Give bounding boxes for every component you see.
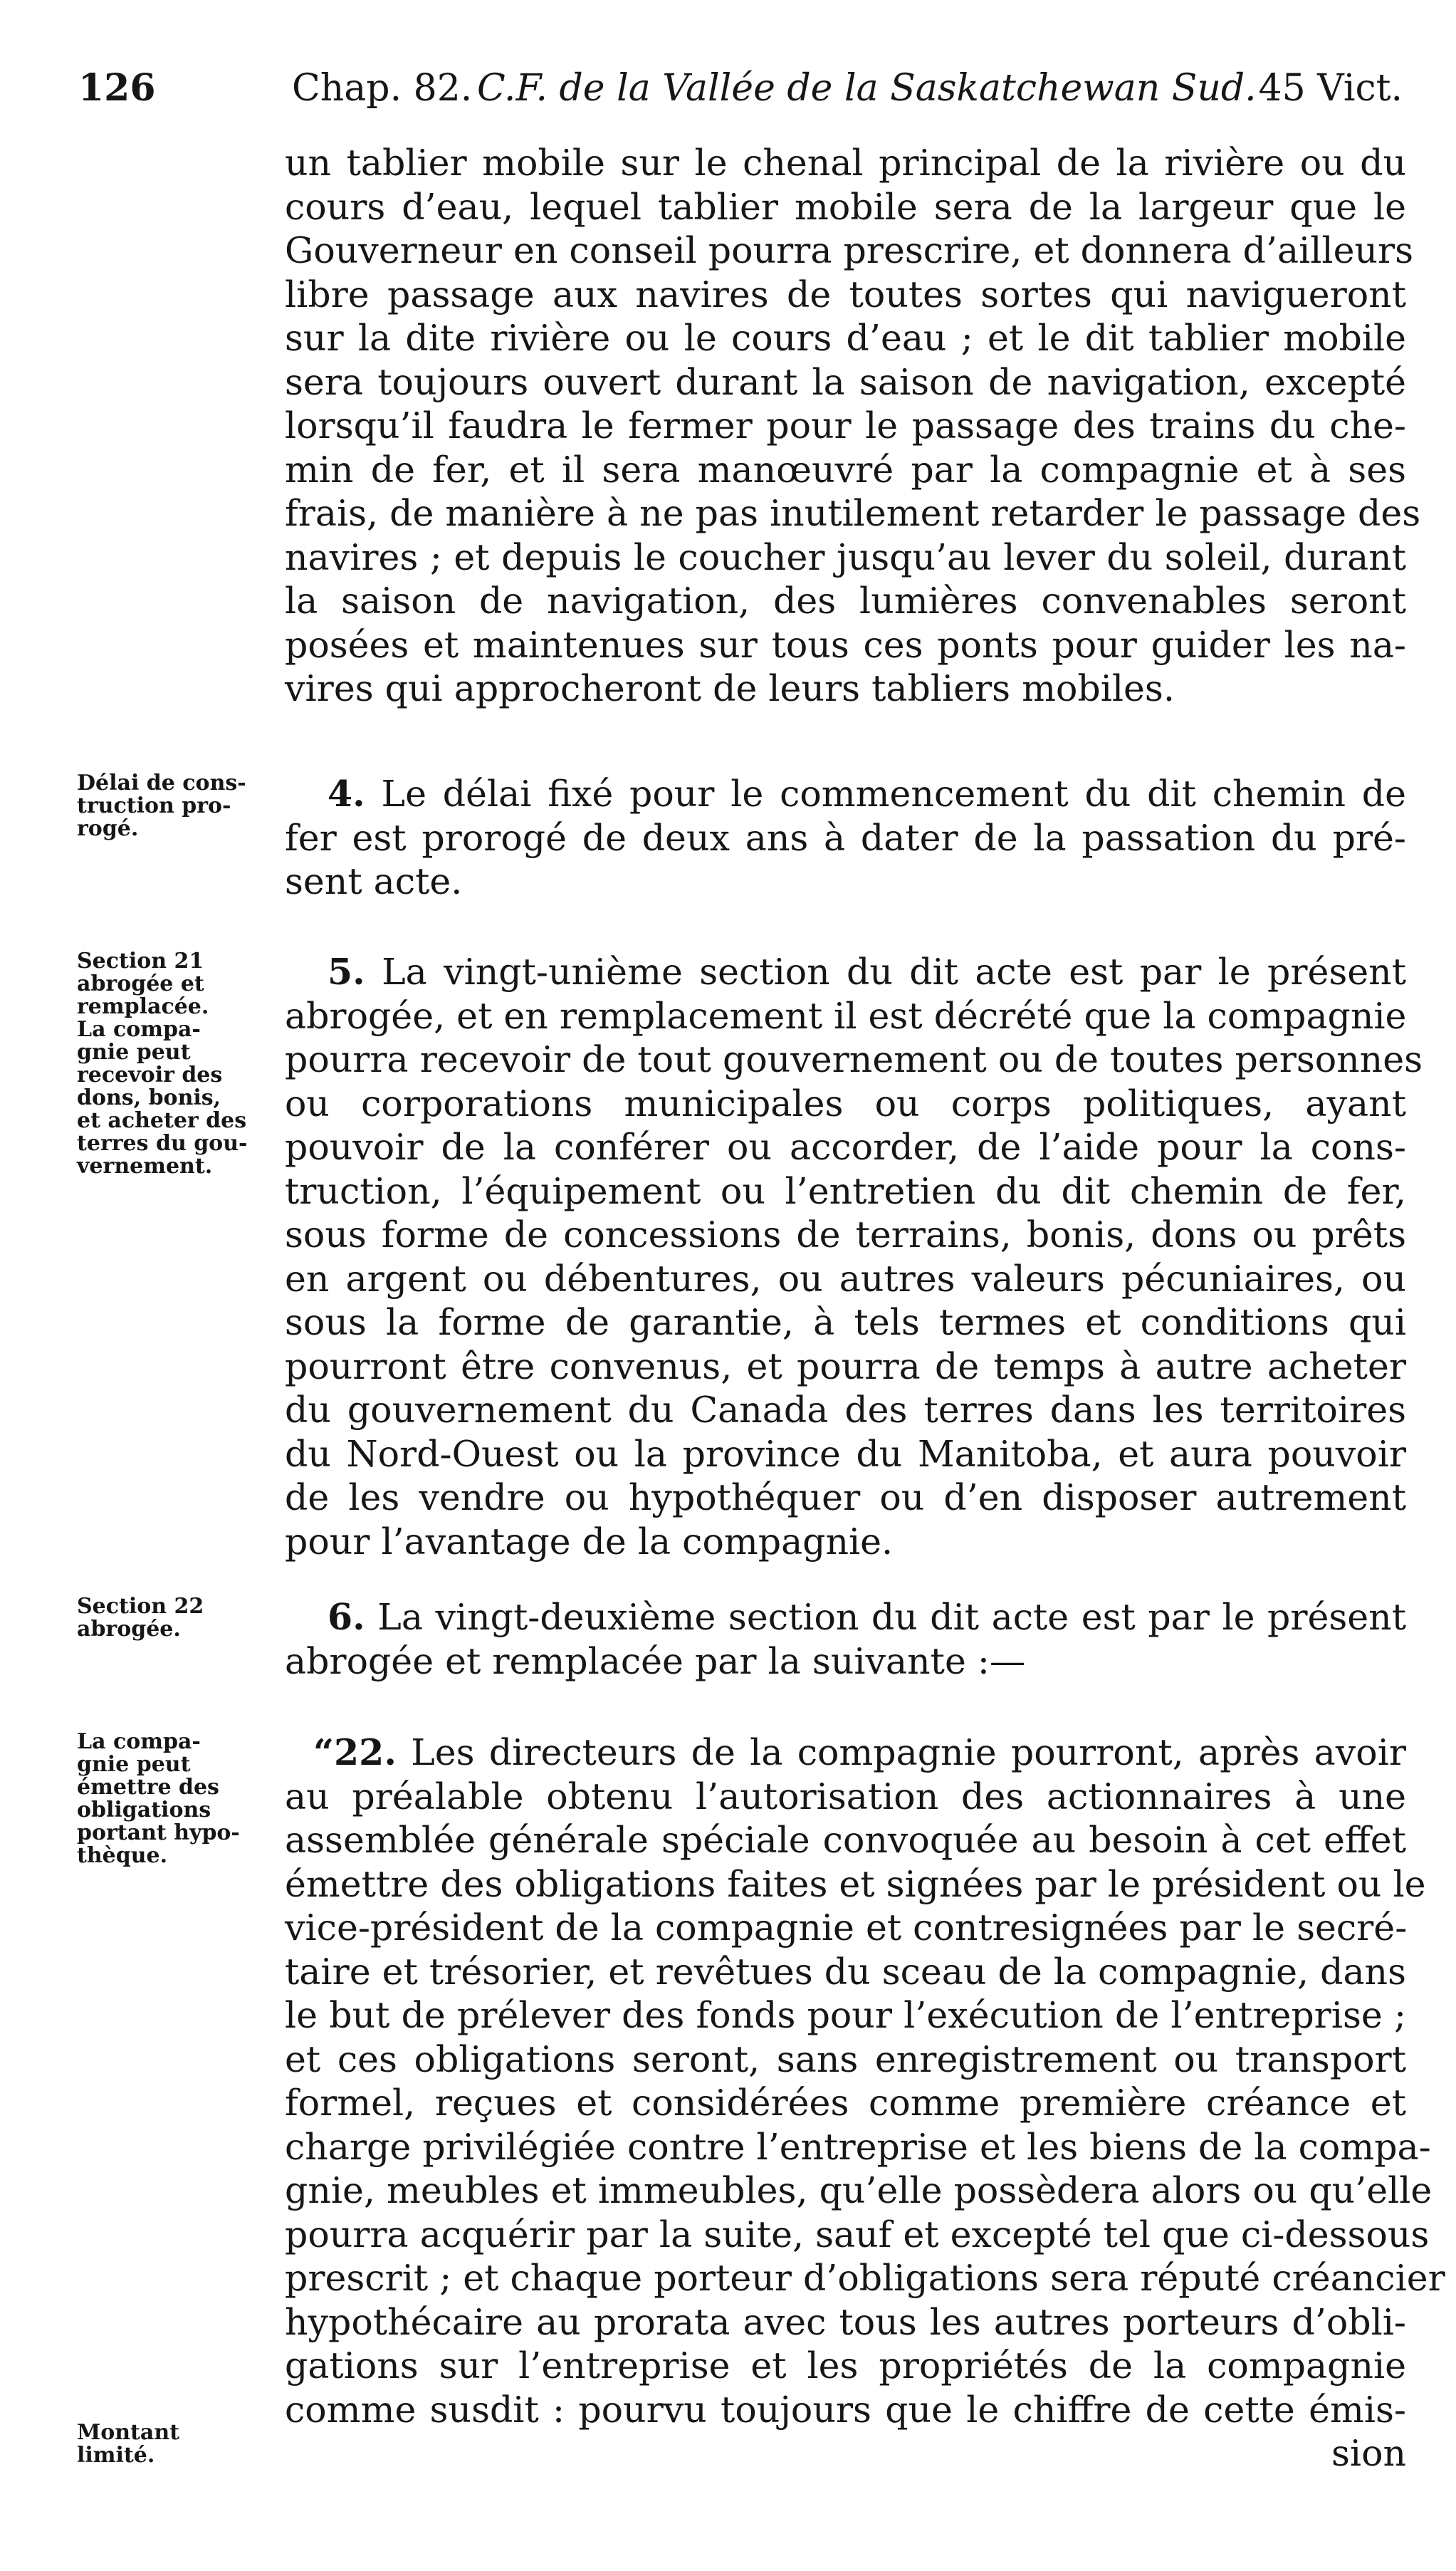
section-6-paragraph: [285, 1595, 1406, 1683]
section-number: “22.: [313, 1731, 397, 1773]
text-line: vice-président de la compagnie et contresignées par le secré-: [285, 1907, 1408, 1949]
text-line: 5. La vingt-unième section du dit acte est par le présent: [328, 951, 1406, 993]
section-number: 5.: [328, 951, 365, 993]
text-line: le but de prélever des fonds pour l’exécution de l’entreprise ;: [285, 1994, 1406, 2036]
section-22-paragraph: [285, 1731, 1445, 2476]
text-line: pourra acquérir par la suite, sauf et excepté tel que ci-dessous: [285, 2213, 1430, 2256]
text-line: fer est prorogé de deux ans à dater de la passation du pré-: [285, 816, 1406, 859]
text-line: hypothécaire au prorata avec tous les autres porteurs d’obli-: [285, 2300, 1406, 2343]
text-line: en argent ou débentures, ou autres valeurs pécuniaires, ou: [285, 1257, 1406, 1300]
text-line: sous la forme de garantie, à tels termes et conditions qui: [285, 1301, 1406, 1343]
section-4-paragraph: [285, 772, 1406, 904]
text-line: min de fer, et il sera manœuvré par la compagnie et à ses: [285, 448, 1406, 491]
text-line: charge privilégiée contre l’entreprise et les biens de la compa-: [285, 2125, 1431, 2168]
text-line: sera toujours ouvert durant la saison de navigation, excepté: [285, 360, 1406, 403]
text-line: la saison de navigation, des lumières convenables seront: [285, 580, 1406, 622]
margin-note-section-4: Délai de cons- truction pro- rogé.: [77, 771, 246, 841]
text-line: pouvoir de la conférer ou accorder, de l’aide pour la cons-: [285, 1126, 1406, 1168]
text-line: posées et maintenues sur tous ces ponts pour guider les na-: [285, 623, 1406, 666]
margin-note-section-5: Section 21 abrogée et remplacée. La compa- gnie peut recevoir des dons, bonis, et acheter des terres du gou- vernement.: [77, 949, 248, 1179]
text-line: formel, reçues et considérées comme première créance et: [285, 2082, 1406, 2124]
text-line: pour l’avantage de la compagnie.: [285, 1520, 894, 1563]
section-5-paragraph: [285, 950, 1423, 1563]
text-line: 6. La vingt-deuxième section du dit acte est par le présent: [328, 1596, 1406, 1638]
text-line: taire et trésorier, et revêtues du sceau de la compagnie, dans: [285, 1950, 1406, 1993]
catchword: sion: [1331, 2432, 1406, 2474]
running-title: C.F. de la Vallée de la Saskatchewan Sud.: [477, 67, 1257, 110]
section-number: 6.: [328, 1596, 365, 1638]
margin-note-section-6: Section 22 abrogée.: [77, 1594, 204, 1642]
text-line: cours d’eau, lequel tablier mobile sera de la largeur que le: [285, 185, 1406, 228]
text-line: sous forme de concessions de terrains, bonis, dons ou prêts: [285, 1214, 1406, 1256]
text-line: au préalable obtenu l’autorisation des actionnaires à une: [285, 1775, 1406, 1818]
text-line: sent acte.: [285, 860, 463, 902]
text-line: sur la dite rivière ou le cours d’eau ; et le dit tablier mobile: [285, 317, 1406, 359]
text-line: truction, l’équipement ou l’entretien du dit chemin de fer,: [285, 1169, 1406, 1212]
text-line: prescrit ; et chaque porteur d’obligations sera réputé créancier: [285, 2257, 1445, 2299]
text-line: de les vendre ou hypothéquer ou d’en disposer autrement: [285, 1476, 1406, 1518]
regnal-year: 45 Vict.: [1258, 67, 1403, 110]
margin-note-section-22: La compa- gnie peut émettre des obligations portant hypo- thèque.: [77, 1729, 240, 1868]
section-number: 4.: [328, 773, 365, 815]
text-line: vires qui approcheront de leurs tabliers mobiles.: [285, 667, 1175, 709]
page-number: 126: [78, 66, 156, 110]
margin-note-amount-limited: Montant limité.: [77, 2420, 179, 2468]
text-line: gnie, meubles et immeubles, qu’elle possèdera alors ou qu’elle: [285, 2169, 1433, 2211]
continuation-paragraph: [285, 141, 1421, 711]
text-line: pourra recevoir de tout gouvernement ou de toutes personnes: [285, 1038, 1423, 1080]
text-line: ou corporations municipales ou corps politiques, ayant: [285, 1082, 1406, 1125]
text-line: assemblée générale spéciale convoquée au besoin à cet effet: [285, 1819, 1406, 1861]
text-line: abrogée, et en remplacement il est décrété que la compagnie: [285, 994, 1407, 1037]
text-line: du Nord-Ouest ou la province du Manitoba, et aura pouvoir: [285, 1432, 1406, 1475]
text-line: “22. Les directeurs de la compagnie pourront, après avoir: [313, 1731, 1406, 1773]
text-line: comme susdit : pourvu toujours que le chiffre de cette émis-: [285, 2388, 1406, 2431]
text-line: frais, de manière à ne pas inutilement retarder le passage des: [285, 492, 1421, 534]
text-line: navires ; et depuis le coucher jusqu’au lever du soleil, durant: [285, 536, 1406, 578]
text-line: 4. Le délai fixé pour le commencement du dit chemin de: [328, 773, 1406, 815]
text-line: Gouverneur en conseil pourra prescrire, et donnera d’ailleurs: [285, 229, 1414, 271]
text-line: un tablier mobile sur le chenal principal de la rivière ou du: [285, 142, 1406, 184]
text-line: abrogée et remplacée par la suivante :—: [285, 1639, 1026, 1682]
text-line: et ces obligations seront, sans enregistrement ou transport: [285, 2038, 1406, 2080]
text-line: gations sur l’entreprise et les propriétés de la compagnie: [285, 2345, 1406, 2387]
text-line: émettre des obligations faites et signées par le président ou le: [285, 1862, 1426, 1905]
text-line: lorsqu’il faudra le fermer pour le passage des trains du che-: [285, 405, 1406, 447]
text-line: du gouvernement du Canada des terres dans les territoires: [285, 1389, 1406, 1431]
running-header: [78, 60, 1403, 117]
chapter-label: Chap. 82.: [292, 67, 473, 110]
text-line: libre passage aux navires de toutes sortes qui navigueront: [285, 273, 1406, 315]
text-line: pourront être convenus, et pourra de temps à autre acheter: [285, 1345, 1406, 1387]
